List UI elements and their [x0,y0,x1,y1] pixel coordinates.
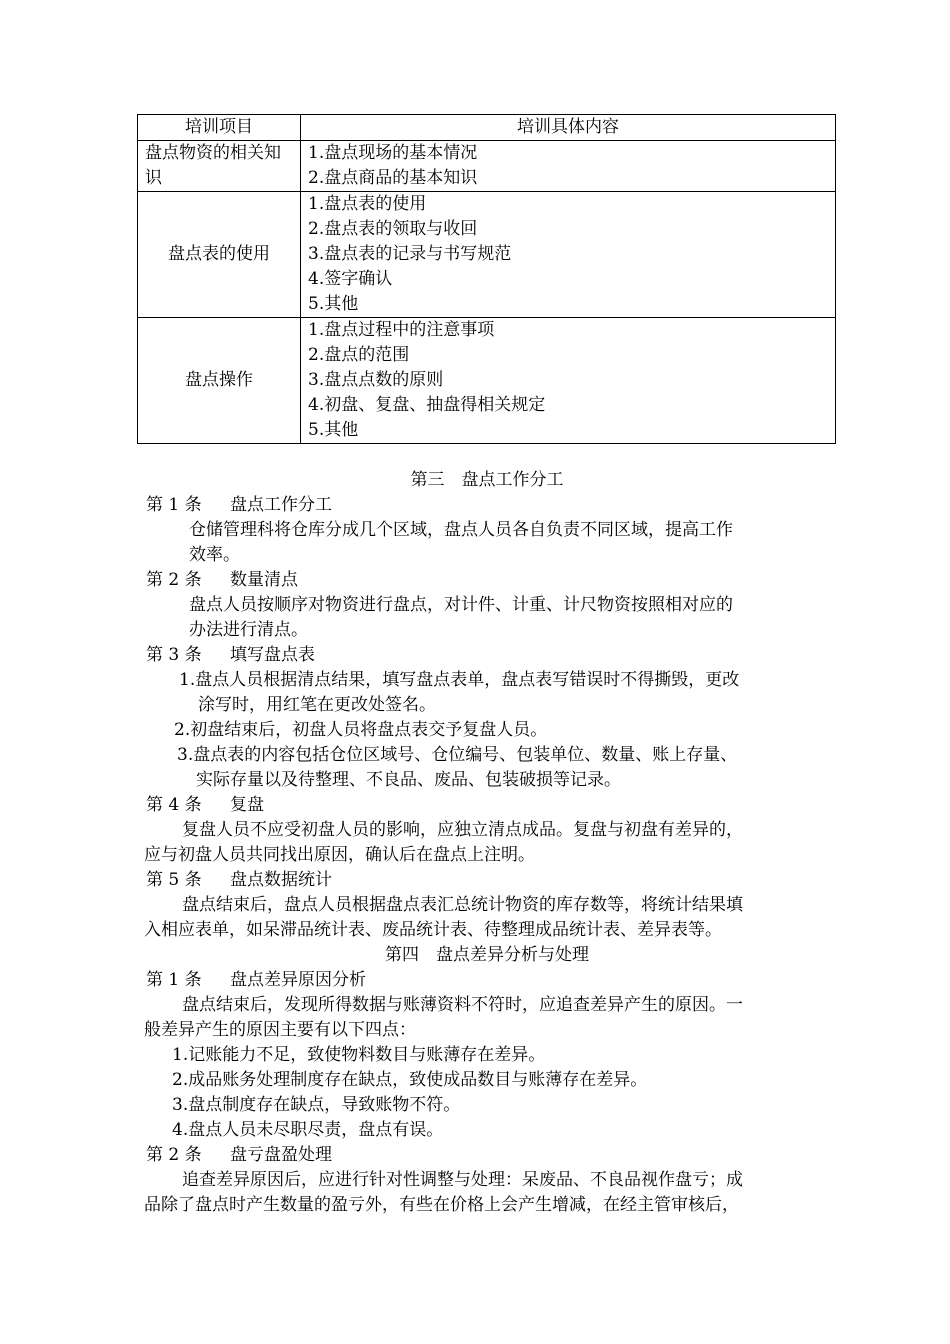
article-number: 第 1 条 [146,970,202,990]
list-item: 4.盘点人员未尽职尽责，盘点有误。 [172,1120,444,1140]
table-cell-content [301,141,836,192]
cell-line: 5.其他 [308,294,359,314]
paragraph-line: 般差异产生的原因主要有以下四点： [144,1020,416,1040]
cell-line: 4.初盘、复盘、抽盘得相关规定 [308,395,546,415]
section-title: 第三 盘点工作分工 [410,470,564,490]
article-heading [137,568,837,593]
article-heading [137,643,837,668]
list-item: 1.记账能力不足，致使物料数目与账薄存在差异。 [172,1045,546,1065]
list-item [177,743,837,793]
paragraph-line: 盘点结束后，盘点人员根据盘点表汇总统计物资的库存数等，将统计结果填 [182,895,743,915]
paragraph-line: 入相应表单，如呆滞品统计表、废品统计表、待整理成品统计表、差异表等。 [144,920,722,940]
paragraph [189,518,837,568]
paragraph [137,993,837,1043]
table-row [138,318,836,444]
table-cell-content [301,192,836,318]
paragraph-line: 复盘人员不应受初盘人员的影响，应独立清点成品。复盘与初盘有差异的， [182,820,743,840]
article-title: 盘点数据统计 [230,870,332,890]
list-item [179,668,837,718]
header-training-item: 培训项目 [138,115,301,141]
paragraph-line: 涂写时，用红笔在更改处签名。 [198,695,436,715]
paragraph [137,893,837,943]
table-header-row [138,115,836,141]
article-number: 第 4 条 [146,795,202,815]
document-body [137,468,837,1218]
article-number: 第 5 条 [146,870,202,890]
cell-line: 2.盘点表的领取与收回 [308,219,478,239]
article-number: 第 2 条 [146,570,202,590]
article-title: 数量清点 [230,570,298,590]
article-number: 第 2 条 [146,1145,202,1165]
paragraph-line: 品除了盘点时产生数量的盈亏外，有些在价格上会产生增减，在经主管审核后， [144,1195,739,1215]
paragraph [137,1168,837,1218]
paragraph-line: 应与初盘人员共同找出原因，确认后在盘点上注明。 [144,845,535,865]
cell-line: 4.签字确认 [308,269,393,289]
paragraph-line: 1.盘点人员根据清点结果，填写盘点表单，盘点表写错误时不得撕毁，更改 [179,670,740,690]
article-heading [137,493,837,518]
paragraph-line: 2.初盘结束后，初盘人员将盘点表交予复盘人员。 [174,720,548,740]
list-item: 2.成品账务处理制度存在缺点，致使成品数目与账薄存在差异。 [172,1070,648,1090]
paragraph-line: 3.盘点表的内容包括仓位区域号、仓位编号、包装单位、数量、账上存量、 [177,745,738,765]
article-heading [137,1143,837,1168]
header-training-content: 培训具体内容 [301,115,836,141]
cell-line: 2.盘点的范围 [308,345,410,365]
article-number: 第 1 条 [146,495,202,515]
cell-line: 2.盘点商品的基本知识 [308,168,478,188]
paragraph-line: 盘点人员按顺序对物资进行盘点，对计件、计重、计尺物资按照相对应的 [189,595,733,615]
cell-line: 3.盘点表的记录与书写规范 [308,244,512,264]
article-title: 盘点差异原因分析 [230,970,366,990]
paragraph-line: 追查差异原因后，应进行针对性调整与处理：呆废品、不良品视作盘亏；成 [182,1170,743,1190]
paragraph-line: 盘点结束后，发现所得数据与账薄资料不符时，应追查差异产生的原因。一 [182,995,743,1015]
cell-line: 3.盘点点数的原则 [308,370,444,390]
table-cell-item: 盘点表的使用 [138,192,301,318]
cell-line: 1.盘点表的使用 [308,194,427,214]
article-title: 复盘 [230,795,264,815]
cell-line: 1.盘点过程中的注意事项 [308,320,495,340]
document-page [137,114,837,1218]
paragraph-line: 办法进行清点。 [189,620,308,640]
table-cell-item [138,141,301,192]
table-row [138,141,836,192]
cell-line: 1.盘点现场的基本情况 [308,143,478,163]
article-title: 盘点工作分工 [230,495,332,515]
article-heading [137,793,837,818]
section-title: 第四 盘点差异分析与处理 [385,945,589,965]
article-title: 填写盘点表 [230,645,315,665]
paragraph [189,593,837,643]
paragraph-line: 实际存量以及待整理、不良品、废品、包装破损等记录。 [196,770,621,790]
paragraph [137,818,837,868]
table-row [138,192,836,318]
table-cell-content [301,318,836,444]
cell-line: 5.其他 [308,420,359,440]
article-title: 盘亏盘盈处理 [230,1145,332,1165]
paragraph-line: 效率。 [189,545,240,565]
training-table [137,114,836,444]
article-heading [137,968,837,993]
cell-line: 盘点物资的相关知 [145,143,281,163]
cell-line: 识 [145,168,162,188]
table-cell-item: 盘点操作 [138,318,301,444]
article-number: 第 3 条 [146,645,202,665]
list-item [174,718,837,743]
article-heading [137,868,837,893]
paragraph-line: 仓储管理科将仓库分成几个区域，盘点人员各自负责不同区域，提高工作 [189,520,733,540]
list-item: 3.盘点制度存在缺点，导致账物不符。 [172,1095,461,1115]
